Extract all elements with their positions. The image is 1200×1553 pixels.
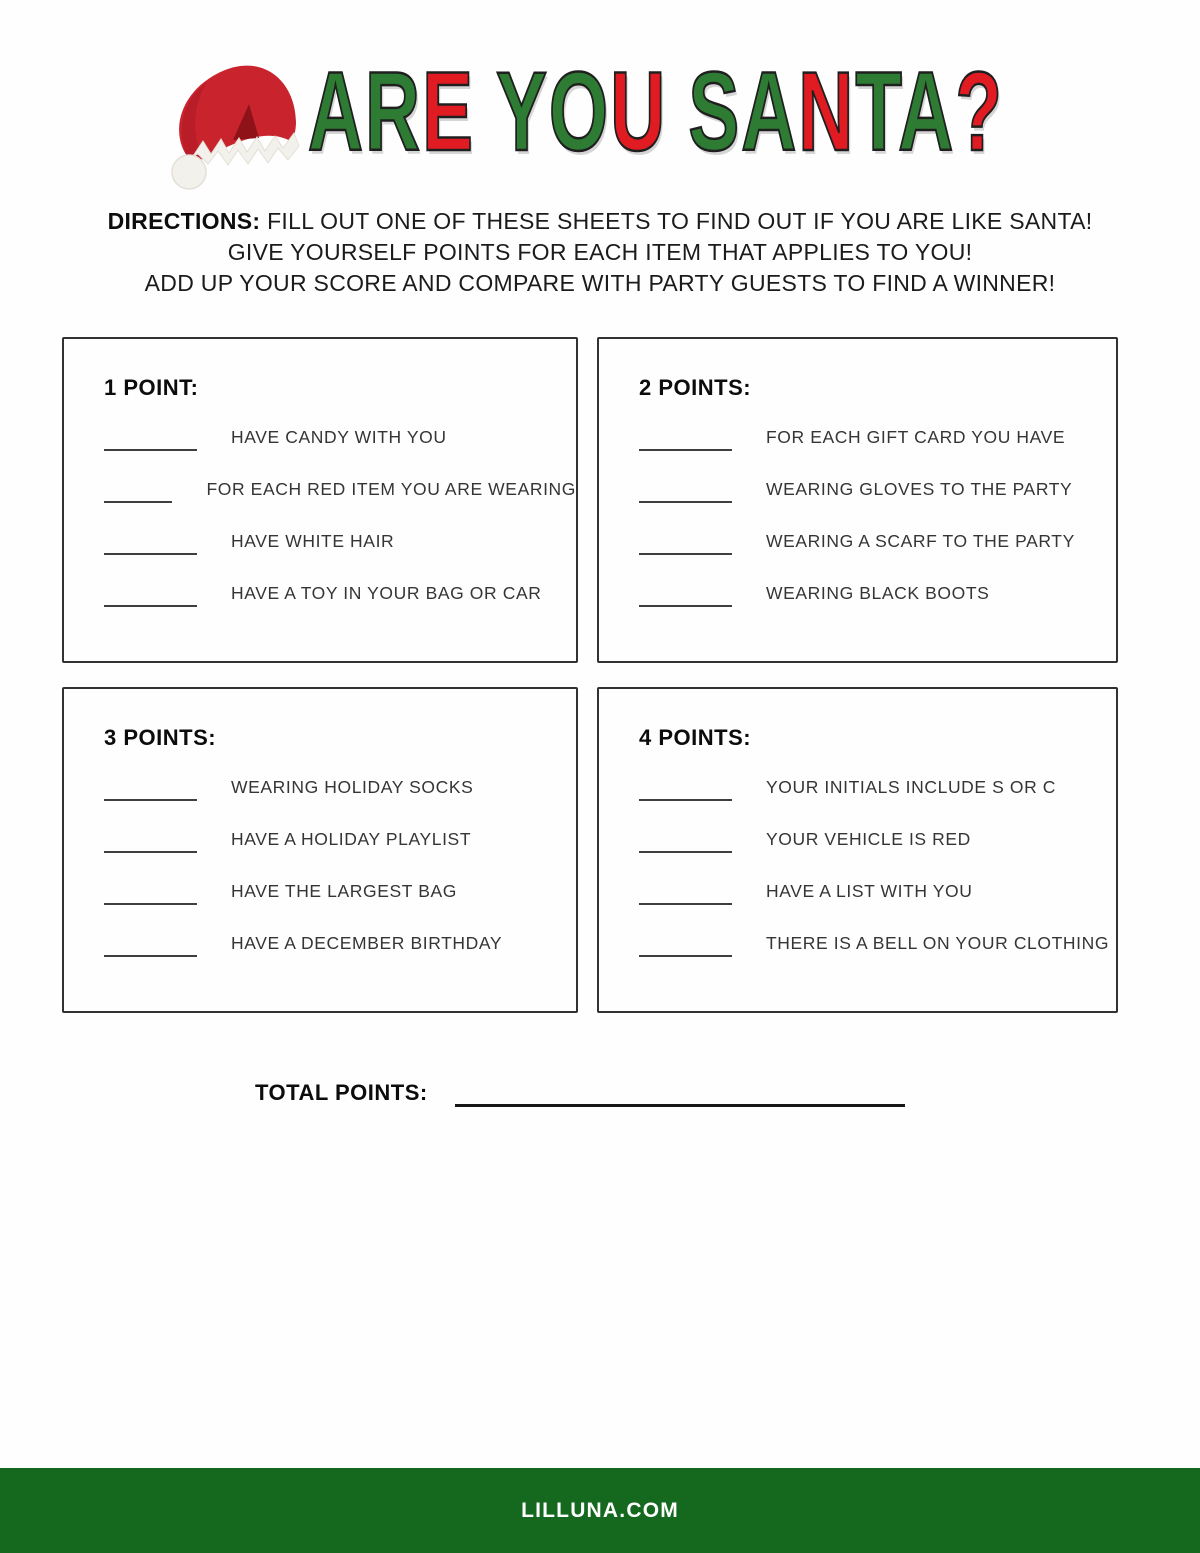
score-row bbox=[599, 813, 1116, 865]
title-letter bbox=[667, 49, 688, 174]
score-row bbox=[64, 411, 576, 463]
item-label: YOUR INITIALS INCLUDE S OR C bbox=[766, 776, 1057, 797]
item-label: FOR EACH RED ITEM YOU ARE WEARING bbox=[206, 478, 576, 499]
blank-line bbox=[639, 877, 732, 905]
title-letter: S bbox=[688, 49, 742, 174]
points-box-4 bbox=[597, 687, 1118, 1013]
blank-line bbox=[639, 475, 732, 503]
footer-bar bbox=[0, 1468, 1200, 1553]
directions-line-3: ADD UP YOUR SCORE AND COMPARE WITH PARTY GUESTS TO FIND A WINNER! bbox=[144, 270, 1056, 296]
points-box-2 bbox=[597, 337, 1118, 663]
score-row bbox=[599, 463, 1116, 515]
item-label: WEARING BLACK BOOTS bbox=[766, 582, 990, 603]
title-letter: U bbox=[610, 49, 668, 174]
box-header: 3 POINTS: bbox=[104, 725, 217, 750]
score-row bbox=[599, 917, 1116, 969]
santa-hat-icon bbox=[163, 52, 305, 198]
title-letter: ? bbox=[955, 49, 1004, 174]
page-title bbox=[308, 49, 1004, 174]
blank-line bbox=[104, 527, 197, 555]
score-row bbox=[599, 567, 1116, 619]
item-label: WEARING HOLIDAY SOCKS bbox=[231, 776, 474, 797]
blank-line bbox=[104, 423, 197, 451]
blank-line bbox=[104, 825, 197, 853]
blank-line bbox=[639, 527, 732, 555]
item-label: WEARING A SCARF TO THE PARTY bbox=[766, 530, 1075, 551]
title-letter: A bbox=[308, 49, 366, 174]
item-label: HAVE A DECEMBER BIRTHDAY bbox=[231, 932, 503, 953]
blank-line bbox=[104, 773, 197, 801]
item-label: WEARING GLOVES TO THE PARTY bbox=[766, 478, 1073, 499]
score-row bbox=[64, 463, 576, 515]
item-label: FOR EACH GIFT CARD YOU HAVE bbox=[766, 426, 1066, 447]
item-label: HAVE A LIST WITH YOU bbox=[766, 880, 973, 901]
box-header: 4 POINTS: bbox=[639, 725, 752, 750]
score-row bbox=[64, 813, 576, 865]
score-row bbox=[599, 761, 1116, 813]
blank-line bbox=[639, 929, 732, 957]
item-label: HAVE A TOY IN YOUR BAG OR CAR bbox=[231, 582, 542, 603]
title-letter: E bbox=[422, 49, 475, 174]
blank-line bbox=[104, 929, 197, 957]
item-label: THERE IS A BELL ON YOUR CLOTHING bbox=[766, 932, 1110, 953]
directions-line-1-text: FILL OUT ONE OF THESE SHEETS TO FIND OUT IF YOU ARE LIKE SANTA! bbox=[260, 208, 1093, 234]
item-label: HAVE WHITE HAIR bbox=[231, 530, 395, 551]
title-letter: N bbox=[798, 49, 856, 174]
score-row bbox=[64, 761, 576, 813]
title-letter: A bbox=[741, 49, 799, 174]
score-row bbox=[599, 411, 1116, 463]
blank-line bbox=[639, 579, 732, 607]
item-label: YOUR VEHICLE IS RED bbox=[766, 828, 971, 849]
total-points-line bbox=[455, 1104, 905, 1107]
box-header: 2 POINTS: bbox=[639, 375, 752, 400]
box-header: 1 POINT: bbox=[104, 375, 199, 400]
blank-line bbox=[104, 877, 197, 905]
title-letter: R bbox=[365, 49, 423, 174]
points-box-1 bbox=[62, 337, 578, 663]
score-row bbox=[599, 865, 1116, 917]
blank-line bbox=[639, 423, 732, 451]
score-row bbox=[64, 917, 576, 969]
title-letter: O bbox=[548, 49, 611, 174]
title-letter: T bbox=[855, 49, 899, 174]
directions-line-1 bbox=[0, 206, 1200, 237]
points-box-3 bbox=[62, 687, 578, 1013]
directions bbox=[0, 206, 1200, 299]
directions-line-2: GIVE YOURSELF POINTS FOR EACH ITEM THAT APPLIES TO YOU! bbox=[227, 239, 973, 265]
score-row bbox=[599, 515, 1116, 567]
title-letter bbox=[475, 49, 496, 174]
blank-line bbox=[639, 773, 732, 801]
blank-line bbox=[639, 825, 732, 853]
item-label: HAVE THE LARGEST BAG bbox=[231, 880, 457, 901]
blank-line bbox=[104, 475, 172, 503]
score-row bbox=[64, 567, 576, 619]
footer-site-label: LILLUNA.COM bbox=[521, 1498, 679, 1522]
score-row bbox=[64, 865, 576, 917]
title-letter: Y bbox=[496, 49, 549, 174]
total-points-label: TOTAL POINTS: bbox=[255, 1080, 428, 1105]
item-label: HAVE A HOLIDAY PLAYLIST bbox=[231, 828, 472, 849]
score-row bbox=[64, 515, 576, 567]
blank-line bbox=[104, 579, 197, 607]
item-label: HAVE CANDY WITH YOU bbox=[231, 426, 447, 447]
title-letter: A bbox=[898, 49, 956, 174]
directions-prefix: DIRECTIONS: bbox=[107, 208, 261, 234]
